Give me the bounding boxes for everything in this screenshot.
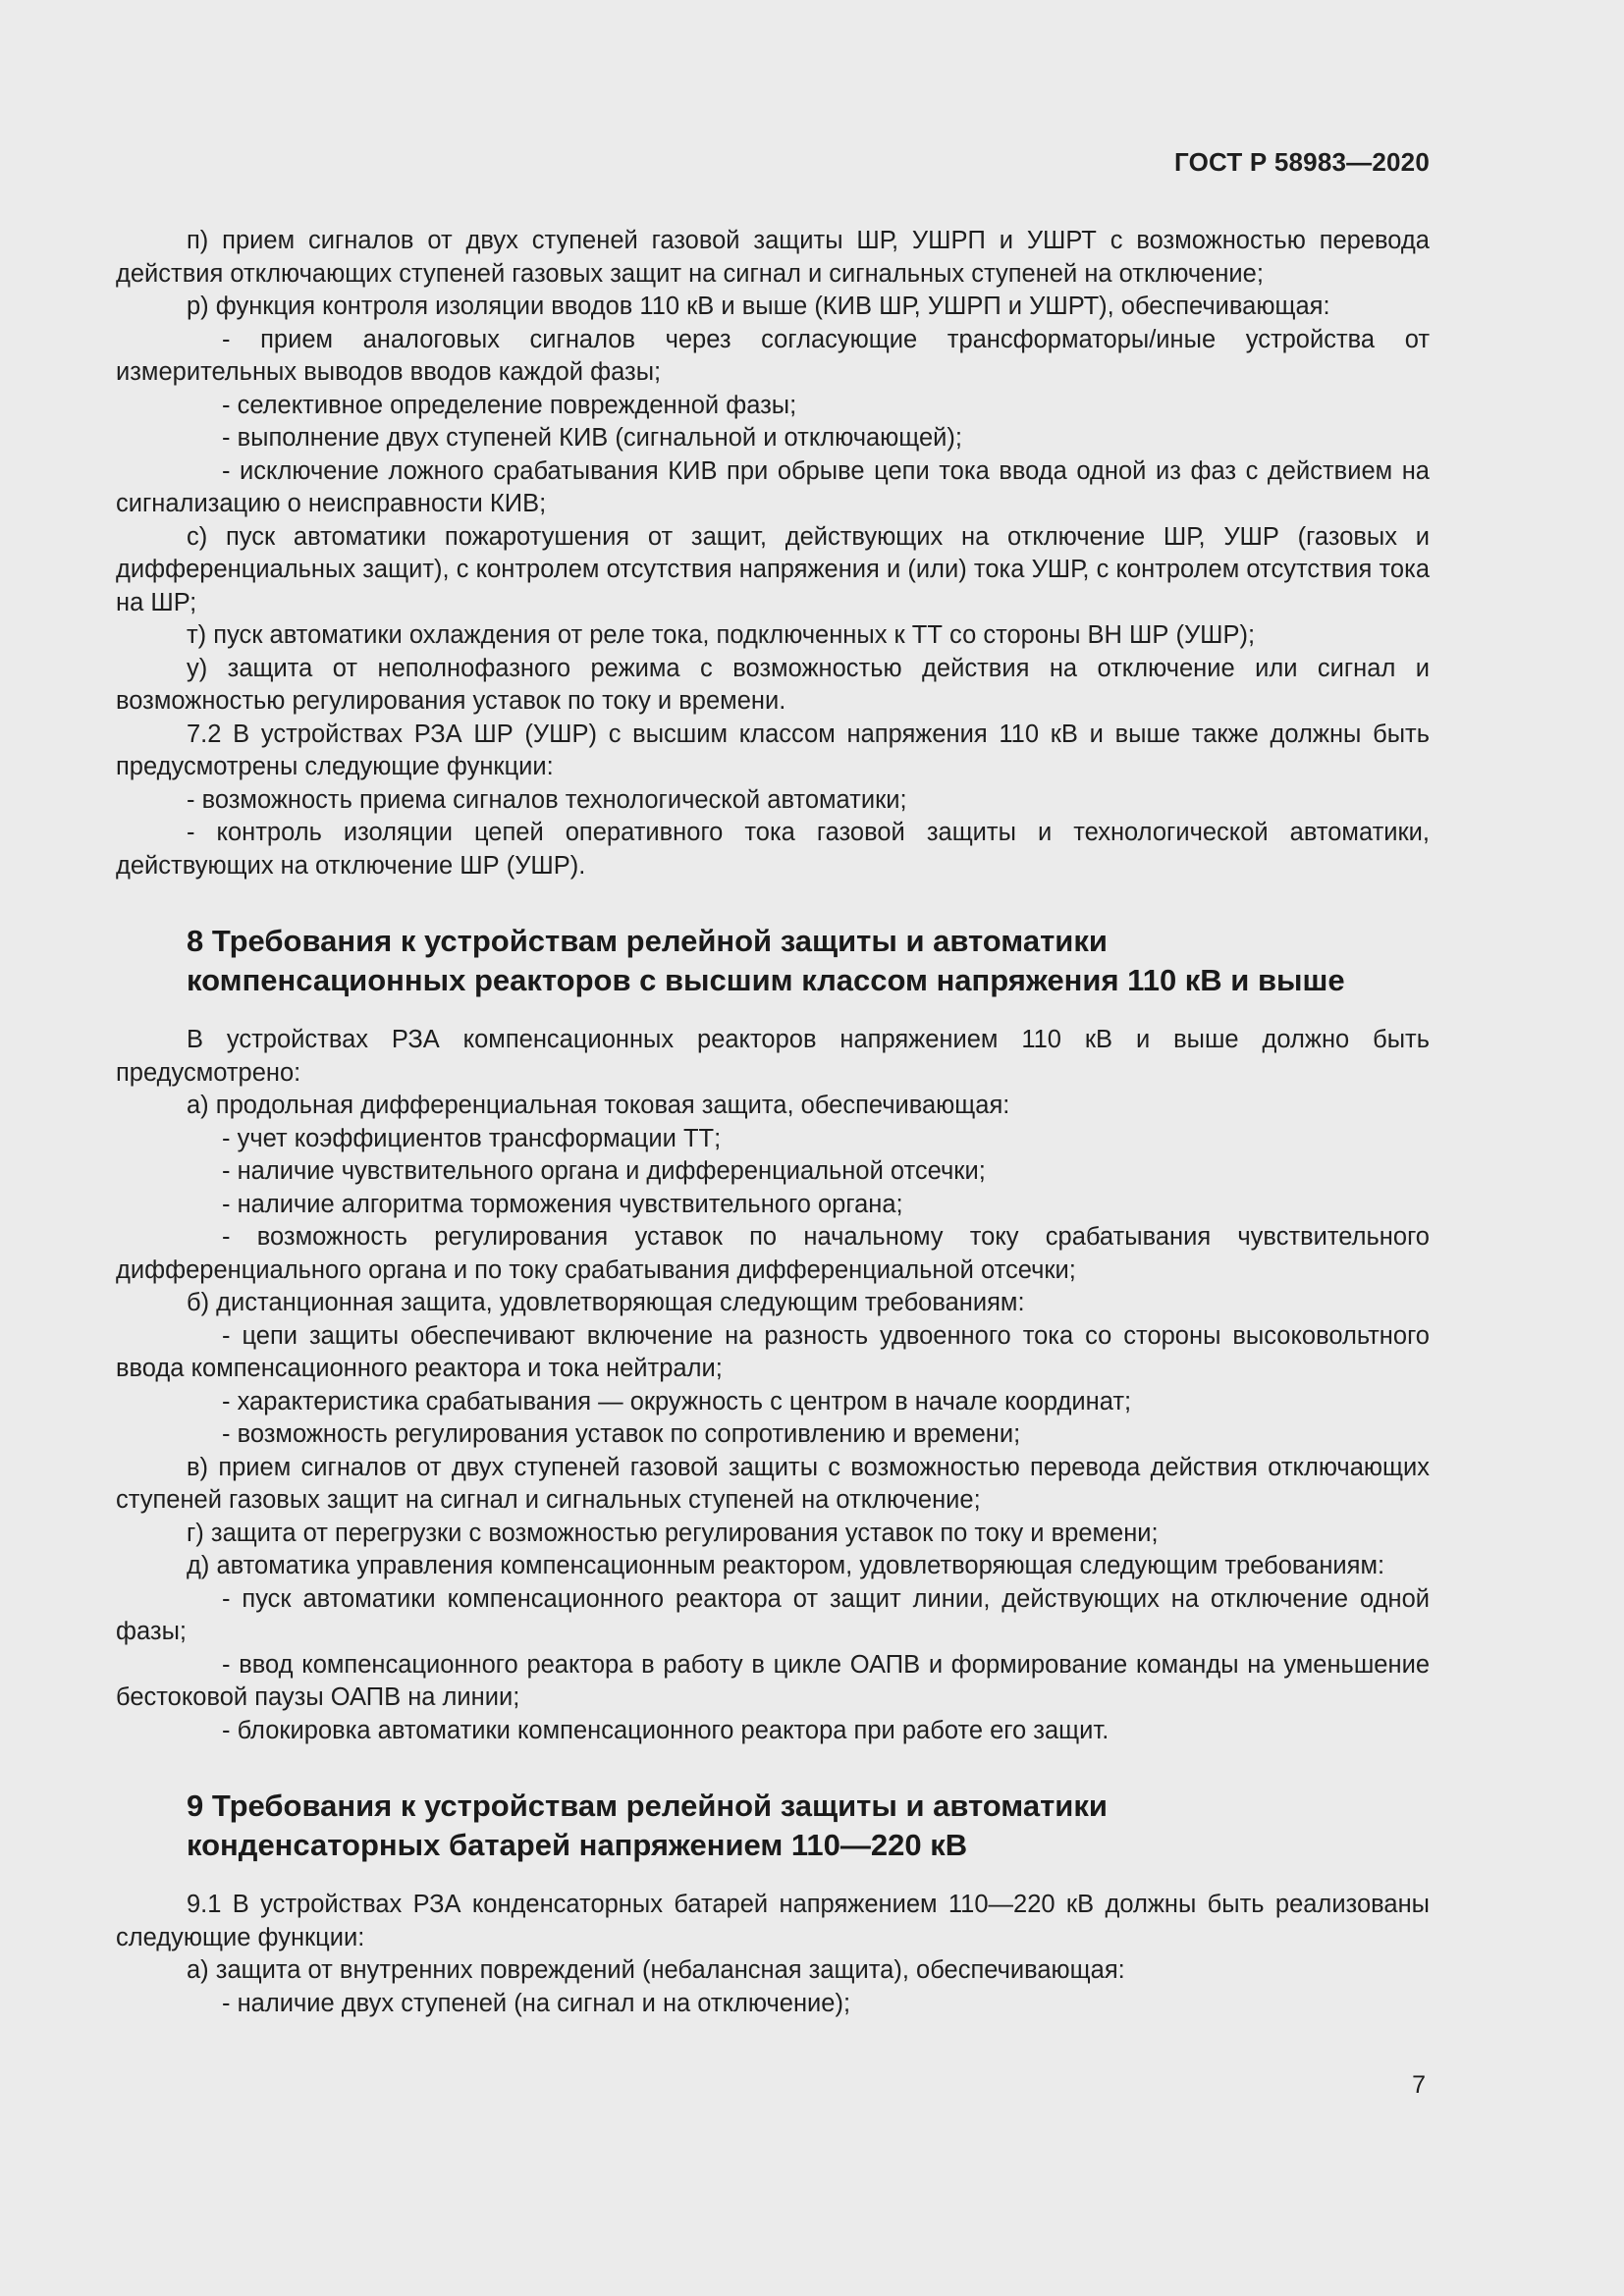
paragraph: т) пуск автоматики охлаждения от реле тока, подключенных к ТТ со стороны ВН ШР (УШР); (187, 621, 1256, 649)
list-item: - наличие алгоритма торможения чувствительного органа; (222, 1190, 903, 1218)
page-number: 7 (1412, 2071, 1426, 2099)
section-9-heading-line-2: конденсаторных батарей напряжением 110—220 кВ (187, 1828, 968, 1862)
list-item: - наличие чувствительного органа и дифференциальной отсечки; (222, 1157, 986, 1185)
list-item: - учет коэффициентов трансформации ТТ; (222, 1124, 722, 1152)
list-item: - возможность приема сигналов технологической автоматики; (187, 785, 907, 814)
section-8 (116, 922, 1430, 1747)
paragraph: 9.1 В устройствах РЗА конденсаторных батарей напряжением 110—220 кВ должны быть реализованы следующие функции: (116, 1891, 1430, 1951)
paragraph: д) автоматика управления компенсационным реактором, удовлетворяющая следующим требованиям: (187, 1552, 1385, 1579)
section-8-heading-line-1: 8 Требования к устройствам релейной защиты и автоматики (187, 924, 1108, 958)
paragraph: а) защита от внутренних повреждений (небалансная защита), обеспечивающая: (187, 1956, 1125, 1984)
section-8-heading-line-2: компенсационных реакторов с высшим классом напряжения 110 кВ и выше (187, 963, 1345, 997)
paragraph: В устройствах РЗА компенсационных реакторов напряжением 110 кВ и выше должно быть предусмотрено: (116, 1026, 1430, 1087)
list-item: - возможность регулирования уставок по сопротивлению и времени; (222, 1420, 1021, 1448)
list-item: - цепи защиты обеспечивают включение на разность удвоенного тока со стороны высоковольтного ввода компенсационного реактора и тока нейтрали; (116, 1321, 1430, 1382)
paragraph: б) дистанционная защита, удовлетворяющая следующим требованиям: (187, 1289, 1025, 1316)
document-body (116, 225, 1430, 2020)
section-8-heading (116, 922, 1430, 1000)
list-item: - ввод компенсационного реактора в работу в цикле ОАПВ и формирование команды на уменьшение бестоковой паузы ОАПВ на линии; (116, 1650, 1430, 1711)
paragraph: с) пуск автоматики пожаротушения от защит, действующих на отключение ШР, УШР (газовых и дифференциальных защит), с контролем отсутствия напряжения и (или) тока УШР, с контролем отсутствия тока на ШР; (116, 522, 1430, 616)
section-7-continued (116, 225, 1430, 882)
list-item: - возможность регулирования уставок по начальному току срабатывания чувствительного дифференциального органа и по току срабатывания дифференциальной отсечки; (116, 1223, 1430, 1284)
list-item: - наличие двух ступеней (на сигнал и на отключение); (222, 1989, 851, 2017)
section-9-heading (116, 1787, 1430, 1865)
paragraph: а) продольная дифференциальная токовая защита, обеспечивающая: (187, 1092, 1010, 1119)
section-9 (116, 1787, 1430, 2020)
paragraph: в) прием сигналов от двух ступеней газовой защиты с возможностью перевода действия отключающих ступеней газовых защит на сигнал и сигнальных ступеней на отключение; (116, 1453, 1430, 1514)
paragraph: у) защита от неполнофазного режима с возможностью действия на отключение или сигнал и возможностью регулирования уставок по току и времени. (116, 654, 1430, 715)
list-item: - контроль изоляции цепей оперативного тока газовой защиты и технологической автоматики, действующих на отключение ШР (УШР). (116, 819, 1430, 880)
list-item: - селективное определение поврежденной фазы; (222, 391, 797, 419)
list-item: - пуск автоматики компенсационного реактора от защит линии, действующих на отключение одной фазы; (116, 1584, 1430, 1645)
list-item: - блокировка автоматики компенсационного реактора при работе его защит. (222, 1716, 1110, 1744)
paragraph: 7.2 В устройствах РЗА ШР (УШР) с высшим классом напряжения 110 кВ и выше также должны быть предусмотрены следующие функции: (116, 720, 1430, 780)
document-standard-header: ГОСТ Р 58983—2020 (1174, 147, 1430, 177)
paragraph: п) прием сигналов от двух ступеней газовой защиты ШР, УШРП и УШРТ с возможностью перевода действия отключающих ступеней газовых защит на сигнал и сигнальных ступеней на отключение; (116, 227, 1430, 288)
list-item: - исключение ложного срабатывания КИВ при обрыве цепи тока ввода одной из фаз с действием на сигнализацию о неисправности КИВ; (116, 456, 1430, 517)
list-item: - прием аналоговых сигналов через согласующие трансформаторы/иные устройства от измерительных выводов вводов каждой фазы; (116, 325, 1430, 386)
list-item: - выполнение двух ступеней КИВ (сигнальной и отключающей); (222, 424, 963, 452)
section-9-heading-line-1: 9 Требования к устройствам релейной защиты и автоматики (187, 1789, 1108, 1823)
paragraph: г) защита от перегрузки с возможностью регулирования уставок по току и времени; (187, 1519, 1159, 1547)
paragraph: р) функция контроля изоляции вводов 110 кВ и выше (КИВ ШР, УШРП и УШРТ), обеспечивающая: (187, 293, 1330, 320)
list-item: - характеристика срабатывания — окружность с центром в начале координат; (222, 1387, 1132, 1415)
